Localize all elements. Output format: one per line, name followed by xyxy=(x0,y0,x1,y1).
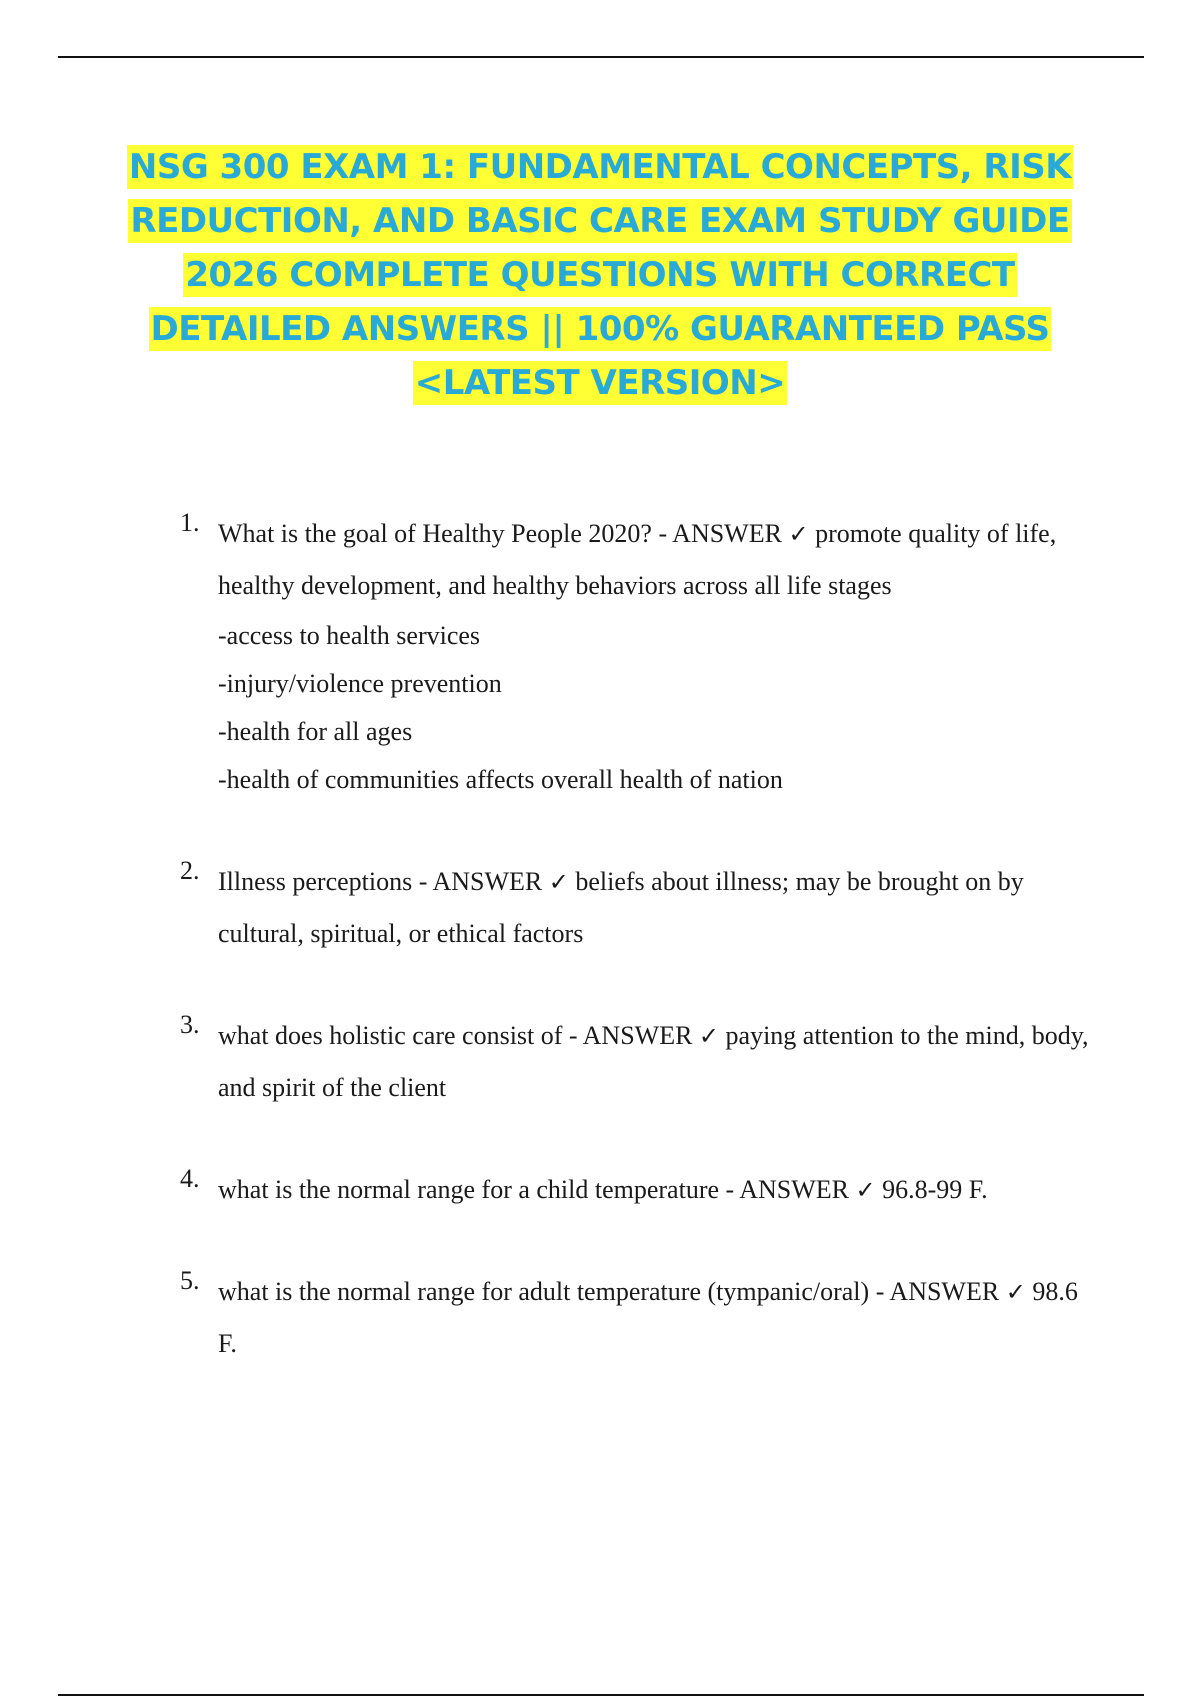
answer-text: promote quality of life, healthy development, and healthy behaviors across all life stages xyxy=(218,519,1057,600)
question-text: What is the goal of Healthy People 2020? - ANSWER xyxy=(218,519,782,548)
question-answer xyxy=(218,1164,1100,1216)
question-answer xyxy=(218,1010,1100,1114)
checkmark-icon: ✓ xyxy=(855,1176,876,1204)
item-number: 3. xyxy=(180,1010,200,1039)
question-list xyxy=(180,508,1100,1370)
question-answer xyxy=(218,1266,1100,1370)
list-item xyxy=(180,1164,1100,1216)
document-title xyxy=(100,140,1100,410)
question-text: Illness perceptions - ANSWER xyxy=(218,867,543,896)
answer-text: 96.8-99 F. xyxy=(882,1175,988,1204)
answer-detail-line: -access to health services xyxy=(218,621,481,650)
list-item xyxy=(180,508,1100,804)
checkmark-icon: ✓ xyxy=(548,868,569,896)
item-number: 4. xyxy=(180,1164,200,1193)
checkmark-icon: ✓ xyxy=(698,1022,720,1050)
question-text: what is the normal range for a child temperature - ANSWER xyxy=(218,1175,850,1204)
question-text: what does holistic care consist of - ANSWER xyxy=(218,1021,693,1050)
answer-detail-line: -health of communities affects overall health of nation xyxy=(218,765,783,794)
item-number: 2. xyxy=(180,856,200,885)
answer-text: paying attention to the mind, body, and spirit of the client xyxy=(218,1021,1089,1102)
answer-text: 98.6 F. xyxy=(218,1277,1078,1358)
list-item xyxy=(180,1266,1100,1370)
checkmark-icon: ✓ xyxy=(1005,1278,1026,1306)
question-text: what is the normal range for adult temperature (tympanic/oral) - ANSWER xyxy=(218,1277,1000,1306)
item-number: 1. xyxy=(180,508,200,537)
question-answer xyxy=(218,856,1100,960)
item-number: 5. xyxy=(180,1266,200,1295)
answer-detail-line: -injury/violence prevention xyxy=(218,669,502,698)
top-rule xyxy=(58,56,1144,58)
question-answer xyxy=(218,508,1100,612)
list-item xyxy=(180,856,1100,960)
document-title-text: NSG 300 EXAM 1: FUNDAMENTAL CONCEPTS, RISK REDUCTION, AND BASIC CARE EXAM STUDY GUIDE 2026 COMPLETE QUESTIONS WITH CORRECT DETAILED ANSWERS || 100% GUARANTEED PASS <LATEST VERSION> xyxy=(128,147,1072,403)
checkmark-icon: ✓ xyxy=(788,520,809,548)
list-item xyxy=(180,1010,1100,1114)
answer-text: beliefs about illness; may be brought on by cultural, spiritual, or ethical factors xyxy=(218,867,1024,948)
bottom-rule xyxy=(58,1694,1144,1696)
answer-detail-line: -health for all ages xyxy=(218,717,413,746)
